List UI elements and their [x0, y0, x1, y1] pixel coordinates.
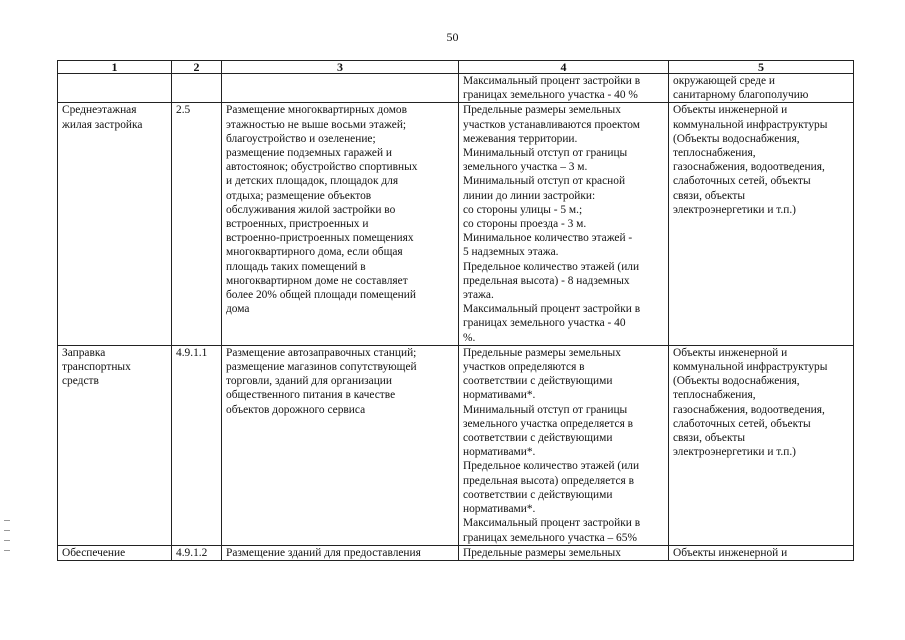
- land-use-code: 4.9.1.2: [176, 546, 208, 559]
- land-use-name: Заправка транспортных средств: [62, 346, 131, 388]
- table-row: [58, 345, 854, 545]
- table-header-row: [58, 61, 854, 74]
- table-row: [58, 545, 854, 560]
- column-header: 2: [172, 61, 222, 74]
- table-cell: [172, 545, 222, 560]
- column-header: 4: [459, 61, 669, 74]
- table-cell: [222, 74, 459, 103]
- table-cell: [58, 103, 172, 345]
- column-header: 3: [222, 61, 459, 74]
- table-cell: [222, 345, 459, 545]
- table-cell: [172, 345, 222, 545]
- table-cell: [222, 545, 459, 560]
- table-cell: [669, 103, 854, 345]
- table-row: [58, 103, 854, 345]
- edge-tick: [4, 540, 10, 541]
- column-header: 5: [669, 61, 854, 74]
- table-cell: [459, 103, 669, 345]
- scan-edge-marks: [4, 520, 10, 560]
- land-use-description: Размещение многоквартирных домов этажностью не выше восьми этажей; благоустройство и озеленение; размещение подземных гаражей и автостоянок; обустройство спортивных и детских площадок, площадок для отдыха; размещение объектов обслуживания жилой застройки во встроенных, пристроенных и встроенно-пристроенных помещениях многоквартирного дома, если общая площадь таких помещений в многоквартирном доме не составляет более 20% общей площади помещений дома: [226, 104, 418, 316]
- table-row: [58, 74, 854, 103]
- column-header: 1: [58, 61, 172, 74]
- table-cell: [459, 74, 669, 103]
- zoning-table: [57, 60, 854, 561]
- land-use-name: Среднеэтажная жилая застройка: [62, 104, 143, 131]
- page-number: 50: [446, 30, 459, 44]
- parameters-text: Предельные размеры земельных: [463, 546, 621, 559]
- table-cell: [459, 545, 669, 560]
- table-cell: [172, 74, 222, 103]
- table-cell: [669, 545, 854, 560]
- table-cell: [669, 345, 854, 545]
- table-cell: [58, 74, 172, 103]
- land-use-description: Размещение зданий для предоставления: [226, 546, 421, 559]
- parameters-text: Предельные размеры земельных участков определяются в соответствии с действующими нормативами*. Минимальный отступ от границы земельного участка определяется в соответствии с действующими нормативами*. Предельное количество этажей (или предельная высота) определяется в соответствии с действующими нормативами*. Максимальный процент застройки в границах земельного участка – 65%: [463, 346, 641, 544]
- land-use-name: Обеспечение: [62, 546, 126, 559]
- land-use-code: 2.5: [176, 104, 191, 117]
- auxiliary-uses-text: Объекты инженерной и коммунальной инфраструктуры (Объекты водоснабжения, теплоснабжения, газоснабжения, водоотведения, слаботочных сетей, объекты связи, объекты электроэнергетики и т.п.): [673, 104, 828, 216]
- table-cell: [459, 345, 669, 545]
- parameters-text: Предельные размеры земельных участков устанавливаются проектом межевания территории. Минимальный отступ от границы земельного участка – 3 м. Минимальный отступ от красной линии до линии застройки: со стороны улицы - 5 м.; со стороны проезда - 3 м. Минимальное количество этажей - 5 надземных этажа. Предельное количество этажей (или предельная высота) - 8 надземных этажа. Максимальный процент застройки в границах земельного участка - 40 %.: [463, 104, 641, 344]
- table-cell: [172, 103, 222, 345]
- auxiliary-uses-text: Объекты инженерной и коммунальной инфраструктуры (Объекты водоснабжения, теплоснабжения, газоснабжения, водоотведения, слаботочных сетей, объекты связи, объекты электроэнергетики и т.п.): [673, 346, 828, 459]
- auxiliary-uses-text: Объекты инженерной и: [673, 546, 788, 559]
- parameters-text: Максимальный процент застройки в границах земельного участка - 40 %: [463, 75, 641, 102]
- edge-tick: [4, 520, 10, 521]
- auxiliary-uses-text: окружающей среде и санитарному благополучию: [673, 75, 809, 102]
- edge-tick: [4, 530, 10, 531]
- edge-tick: [4, 550, 10, 551]
- table-cell: [222, 103, 459, 345]
- land-use-code: 4.9.1.1: [176, 346, 208, 359]
- land-use-description: Размещение автозаправочных станций; размещение магазинов сопутствующей торговли, зданий для организации общественного питания в качестве объектов дорожного сервиса: [226, 346, 417, 416]
- table-cell: [669, 74, 854, 103]
- table-cell: [58, 545, 172, 560]
- table-cell: [58, 345, 172, 545]
